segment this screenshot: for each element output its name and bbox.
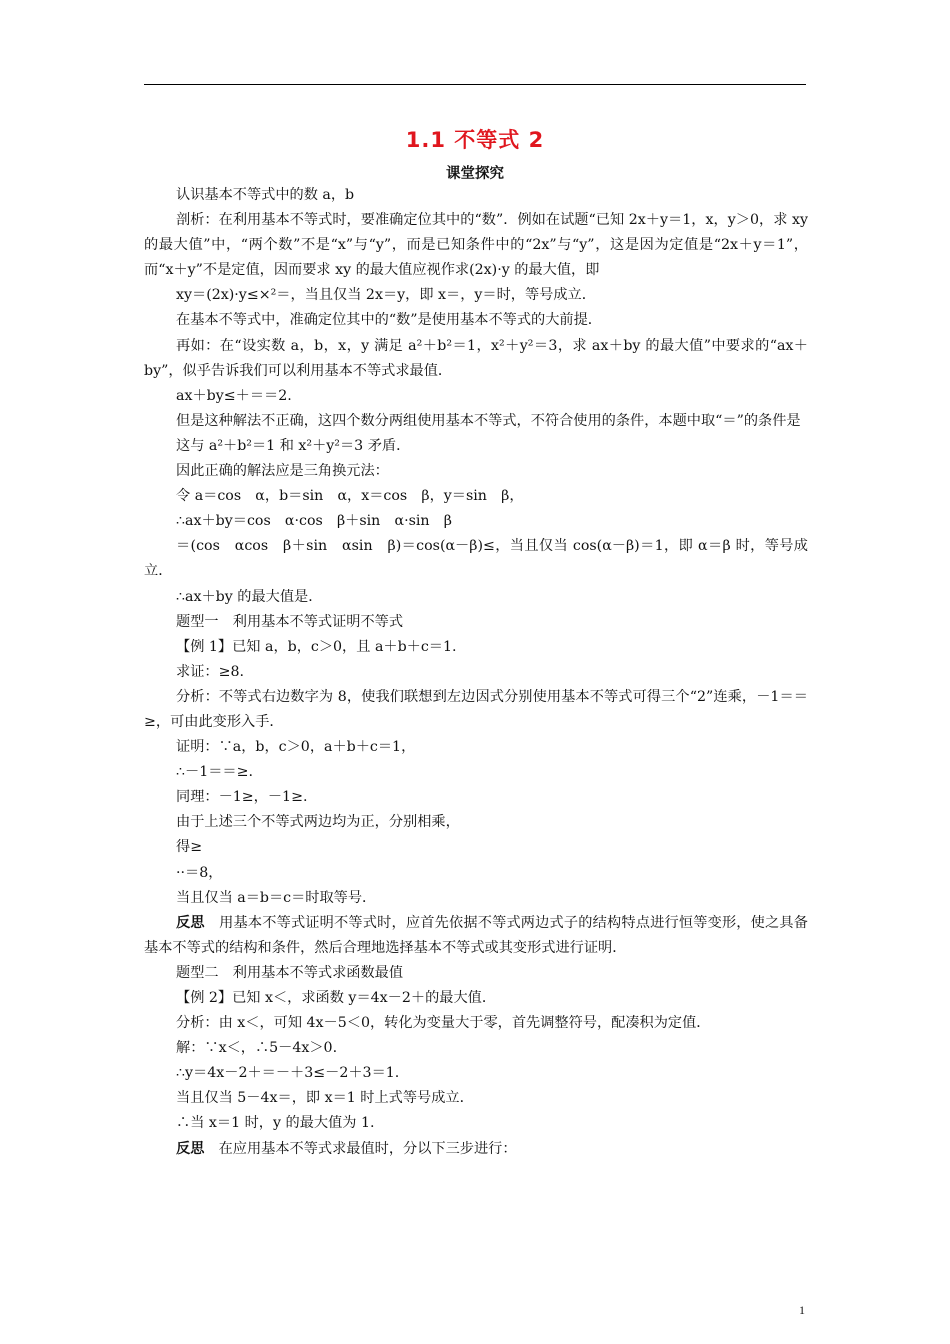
paragraph: 得≥: [176, 839, 203, 856]
paragraph: ∴－1＝＝≥.: [176, 764, 254, 781]
reflect-label: 反思: [176, 1140, 205, 1157]
reflect-label: 反思: [176, 914, 205, 931]
paragraph: ∴ax＋by 的最大值是．: [176, 588, 323, 605]
paragraph: 分析：不等式右边数字为 8，使我们联想到左边因式分别使用基本不等式可得三个“2”连乘，－1＝＝≥，可由此变形入手．: [144, 688, 808, 730]
paragraph: 认识基本不等式中的数 a，b: [176, 187, 355, 203]
paragraph: 求证：≥8.: [176, 663, 244, 680]
page-number: 1: [799, 1303, 805, 1317]
paragraph: ∴y＝4x－2＋＝－＋3≤－2＋3＝1.: [176, 1065, 400, 1082]
paragraph: ax＋by≤＋＝＝2.: [176, 387, 292, 404]
reflect-text: 用基本不等式证明不等式时，应首先依据不等式两边式子的结构特点进行恒等变形，使之具备基本不等式的结构和条件，然后合理地选择基本不等式或其变形式进行证明．: [144, 914, 808, 956]
paragraph: 令 a＝cos α，b＝sin α，x＝cos β，y＝sin β，: [176, 488, 524, 505]
document-body: [144, 183, 808, 1162]
paragraph: ＝(cos αcos β＋sin αsin β)＝cos(α－β)≤，当且仅当 cos(α－β)＝1，即 α＝β 时，等号成立．: [144, 538, 808, 580]
paragraph: xy＝(2x)·y≤×²＝，当且仅当 2x＝y，即 x＝，y＝时，等号成立．: [176, 287, 596, 304]
paragraph: 因此正确的解法应是三角换元法：: [176, 463, 389, 480]
paragraph: 当且仅当 5－4x＝，即 x＝1 时上式等号成立．: [176, 1090, 474, 1107]
paragraph: 【例 2】已知 x＜，求函数 y＝4x－2＋的最大值．: [176, 990, 497, 1006]
header-rule: [144, 84, 806, 85]
paragraph: 同理：－1≥，－1≥.: [176, 789, 308, 806]
paragraph: 再如：在“设实数 a，b，x，y 满足 a²＋b²＝1，x²＋y²＝3，求 ax＋by 的最大值”中要求的“ax＋by”，似乎告诉我们可以利用基本不等式求最值．: [144, 337, 808, 379]
paragraph: 解：∵x＜，∴5－4x＞0.: [176, 1040, 338, 1057]
paragraph-reflect: [144, 911, 808, 961]
paragraph: 分析：由 x＜，可知 4x－5＜0，转化为变量大于零，首先调整符号，配凑积为定值．: [176, 1015, 711, 1032]
paragraph-reflect: [144, 1137, 808, 1162]
paragraph: 证明：∵a，b，c＞0，a＋b＋c＝1，: [176, 739, 416, 756]
paragraph: 这与 a²＋b²＝1 和 x²＋y²＝3 矛盾．: [176, 437, 411, 454]
paragraph: 题型一 利用基本不等式证明不等式: [176, 613, 404, 630]
paragraph: 在基本不等式中，准确定位其中的“数”是使用基本不等式的大前提．: [176, 312, 602, 329]
paragraph: ∴ax＋by＝cos α·cos β＋sin α·sin β: [176, 513, 452, 530]
paragraph: 当且仅当 a＝b＝c＝时取等号．: [176, 889, 377, 906]
paragraph: ∴当 x＝1 时，y 的最大值为 1.: [176, 1115, 375, 1132]
reflect-text: 在应用基本不等式求最值时，分以下三步进行：: [218, 1140, 517, 1157]
section-subtitle: 课堂探究: [446, 166, 504, 182]
page-title: 1.1 不等式 2: [405, 128, 545, 152]
paragraph: 题型二 利用基本不等式求函数最值: [176, 964, 404, 981]
paragraph: 【例 1】已知 a，b，c＞0，且 a＋b＋c＝1.: [176, 638, 457, 655]
paragraph: ··＝8，: [176, 864, 223, 881]
paragraph: 但是这种解法不正确，这四个数分两组使用基本不等式，不符合使用的条件，本题中取“＝”的条件是: [176, 412, 801, 429]
paragraph: 由于上述三个不等式两边均为正，分别相乘，: [176, 814, 460, 831]
paragraph: 剖析：在利用基本不等式时，要准确定位其中的“数”．例如在试题“已知 2x＋y＝1，x，y＞0，求 xy 的最大值”中，“两个数”不是“x”与“y”，而是已知条件中的“2x”与“y”，这是因为定值是“2x＋y＝1”，而“x＋y”不是定值，因而要求 xy 的最大值应视作求(2x)·y 的最大值，即: [144, 212, 808, 279]
